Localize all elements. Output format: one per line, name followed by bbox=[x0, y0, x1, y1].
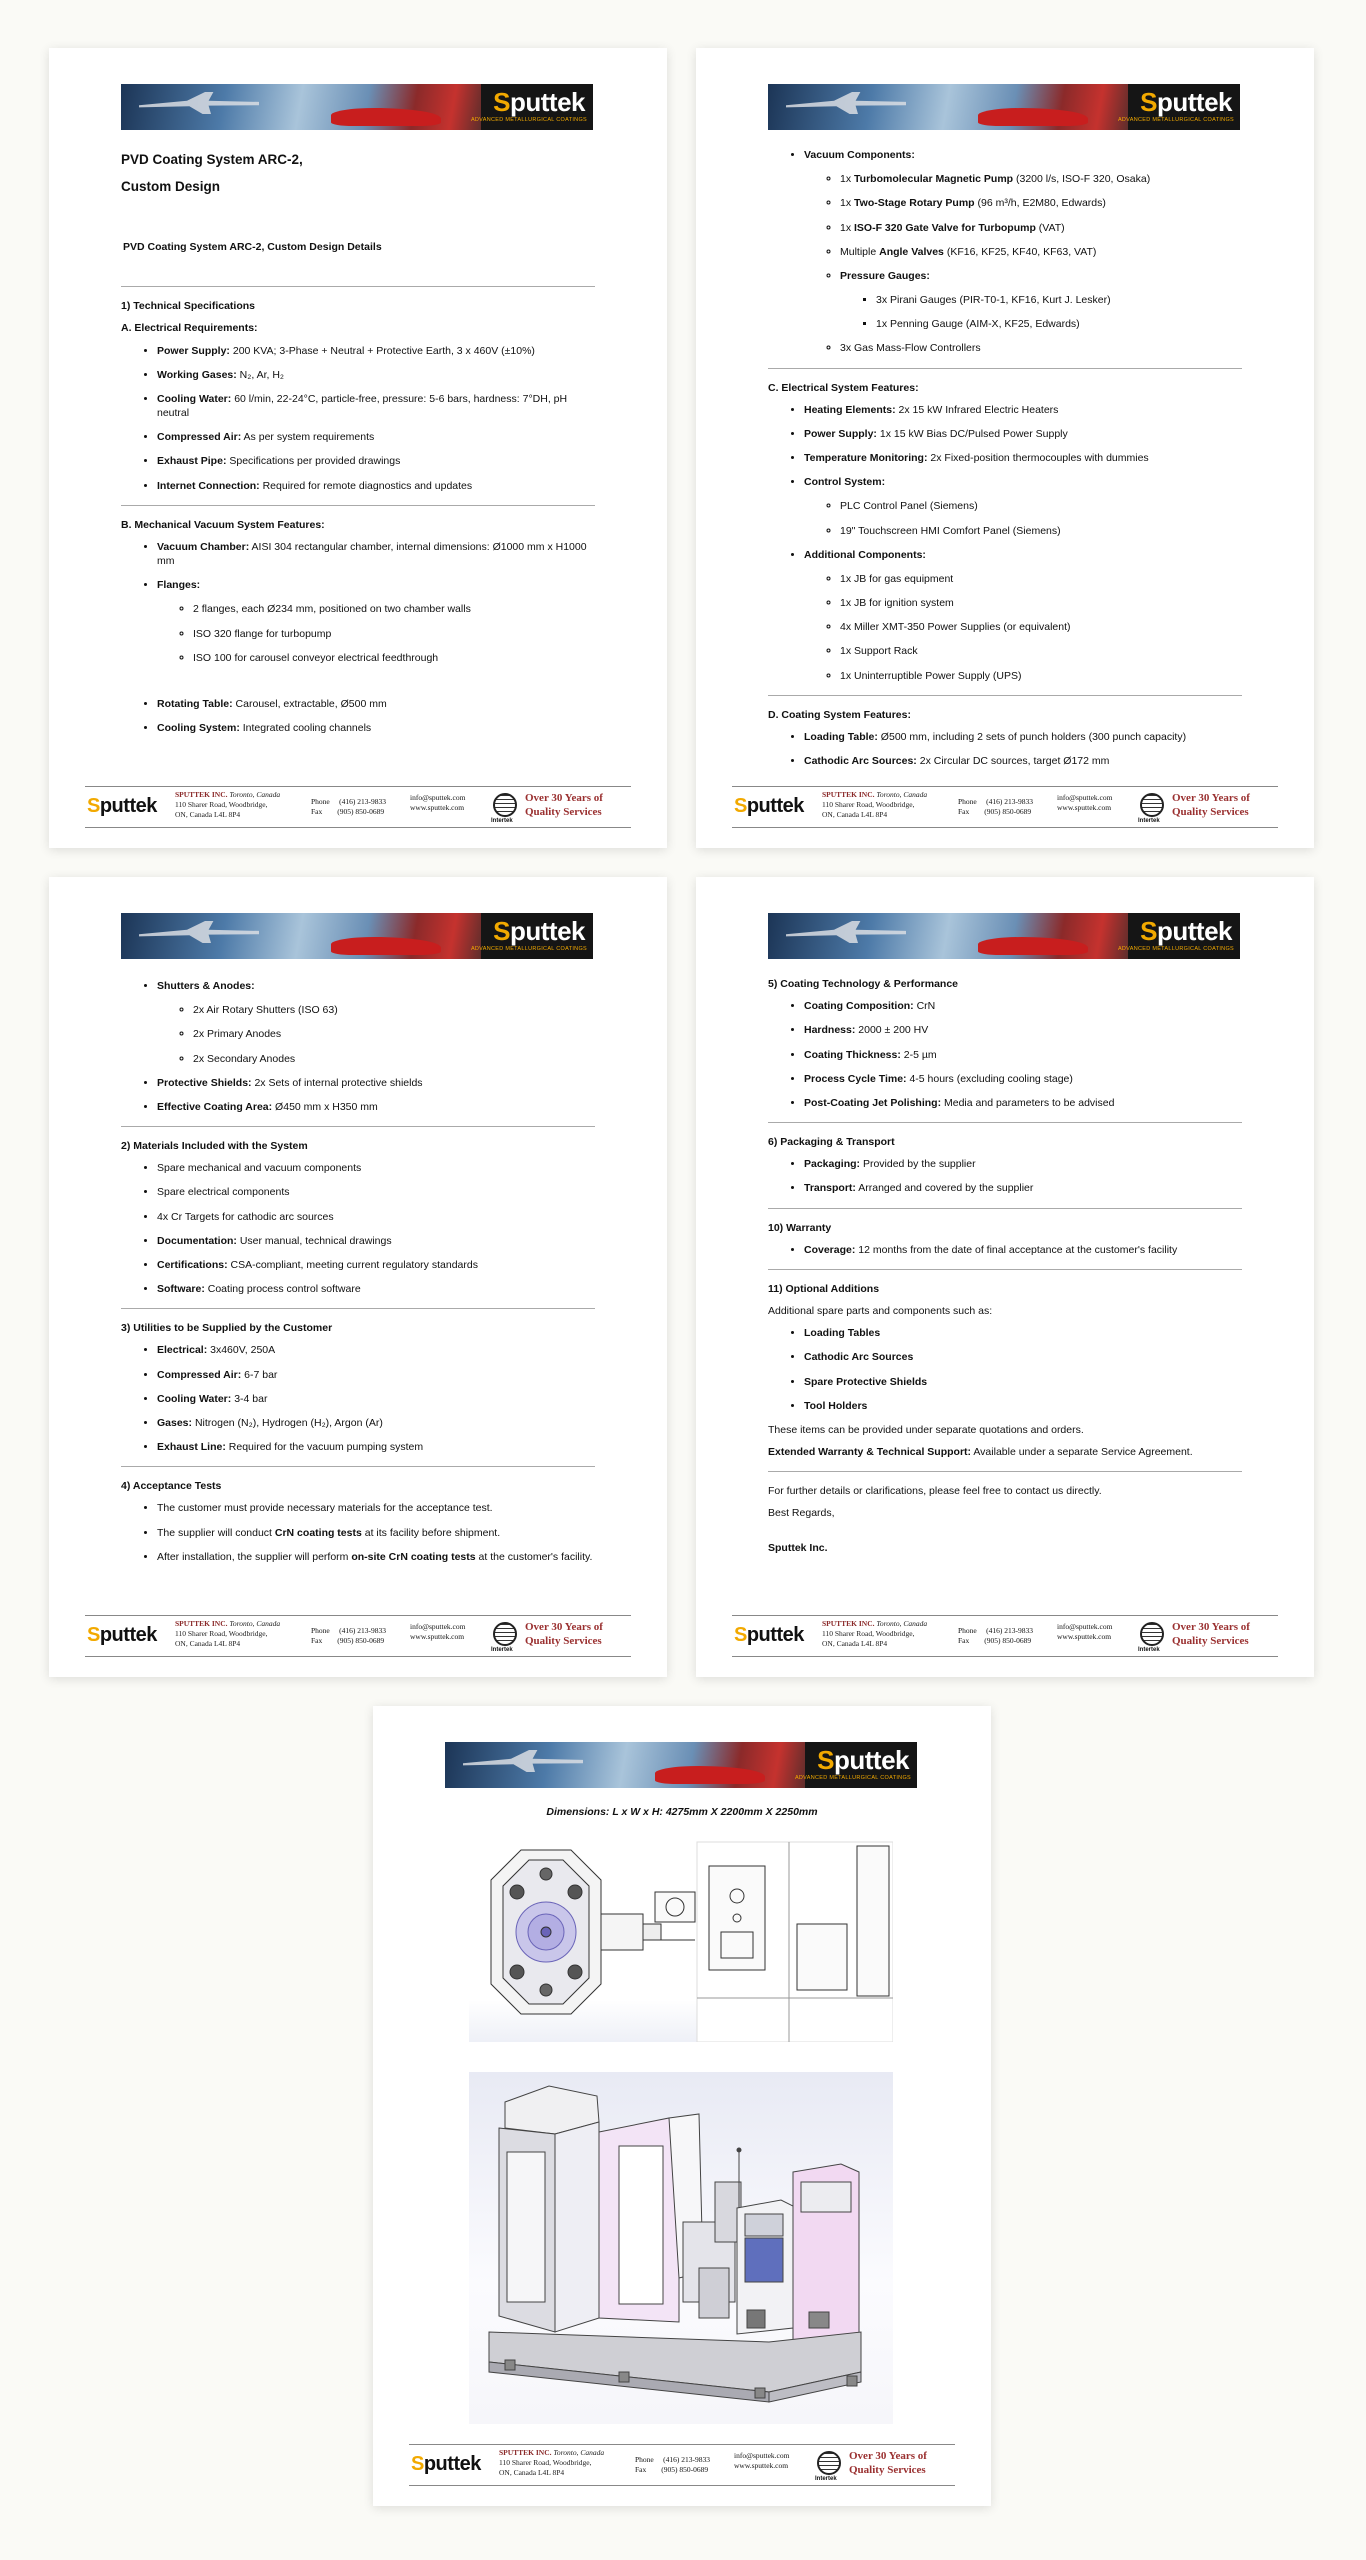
list-item: • The customer must provide necessary materials for the acceptance test. bbox=[157, 1501, 595, 1515]
header-banner bbox=[768, 913, 1240, 959]
sputtek-logo: Sputtek ADVANCED METALLURGICAL COATINGS bbox=[1128, 84, 1240, 130]
flanges-sublist bbox=[157, 602, 595, 665]
section-heading: 2) Materials Included with the System bbox=[121, 1140, 308, 1153]
document-page-4 bbox=[696, 877, 1314, 1677]
section-heading: 4) Acceptance Tests bbox=[121, 1480, 222, 1493]
list-item: • After installation, the supplier will perform on-site CrN coating tests at the customer's facility. bbox=[157, 1550, 595, 1564]
footer-contact[interactable]: info@sputtek.com www.sputtek.com bbox=[410, 1622, 466, 1641]
airplane-graphic bbox=[786, 92, 906, 114]
footer-tagline: Over 30 Years of Quality Services bbox=[849, 2450, 927, 2476]
document-title: PVD Coating System ARC-2, Custom Design bbox=[121, 152, 303, 194]
logo-letter: S bbox=[493, 87, 510, 117]
list-item: • Loading Table: Ø500 mm, including 2 sets of punch holders (300 punch capacity) bbox=[804, 730, 1242, 744]
logo-word: puttek bbox=[510, 87, 585, 117]
list-item: ◦ ISO 100 for carousel conveyor electrical feedthrough bbox=[193, 651, 595, 665]
paragraph: These items can be provided under separate quotations and orders. bbox=[768, 1423, 1084, 1436]
page-content bbox=[768, 977, 1242, 1563]
list-item: • Transport: Arranged and covered by the supplier bbox=[804, 1181, 1242, 1195]
intertek-mark: Intertek bbox=[491, 1647, 513, 1653]
page-footer bbox=[85, 786, 631, 828]
logo-tagline: ADVANCED METALLURGICAL COATINGS bbox=[470, 946, 587, 952]
section-heading: 11) Optional Additions bbox=[768, 1282, 880, 1295]
intertek-mark: Intertek bbox=[1138, 818, 1160, 824]
airplane-graphic bbox=[139, 92, 259, 114]
list-item: • Cooling Water: 3-4 bar bbox=[157, 1392, 595, 1406]
list-item: • Power Supply: 200 KVA; 3-Phase + Neutral + Protective Earth, 3 x 460V (±10%) bbox=[157, 344, 595, 358]
list-item: • 4x Cr Targets for cathodic arc sources bbox=[157, 1210, 595, 1224]
sputtek-logo: Sputtek ADVANCED METALLURGICAL COATINGS bbox=[805, 1742, 917, 1788]
globe-icon bbox=[817, 2451, 841, 2475]
footer-address: SPUTTEK INC. Toronto, Canada 110 Sharer Road, Woodbridge, ON, Canada L4L 8P4 bbox=[175, 790, 281, 819]
footer-logo: Sputtek bbox=[411, 2453, 481, 2475]
footer-contact[interactable]: info@sputtek.com www.sputtek.com bbox=[1057, 793, 1113, 812]
header-banner bbox=[445, 1742, 917, 1788]
list-item: ◦ 1x Turbomolecular Magnetic Pump (3200 l/s, ISO-F 320, Osaka) bbox=[840, 172, 1242, 186]
header-banner bbox=[768, 84, 1240, 130]
list-item: • Coating Composition: CrN bbox=[804, 999, 1242, 1013]
list-item: • Heating Elements: 2x 15 kW Infrared Electric Heaters bbox=[804, 403, 1242, 417]
isometric-view-drawing bbox=[469, 2072, 893, 2424]
paragraph: Additional spare parts and components such as: bbox=[768, 1305, 993, 1318]
globe-icon bbox=[1140, 1622, 1164, 1646]
subsection-heading: A. Electrical Requirements: bbox=[121, 322, 258, 335]
list-item: • Certifications: CSA-compliant, meeting current regulatory standards bbox=[157, 1258, 595, 1272]
footer-address: SPUTTEK INC. Toronto, Canada 110 Sharer Road, Woodbridge, ON, Canada L4L 8P4 bbox=[175, 1619, 281, 1648]
list-item: • Additional Components: ◦ 1x JB for gas equipment ◦ 1x JB for ignition system ◦ 4x Miller XMT-350 Power Supplies (or equivalent) ◦ 1x Support Rack ◦ 1x Uninterruptible Power Supply (UPS) bbox=[804, 548, 1242, 683]
footer-phone: Phone (416) 213-9833 Fax (905) 850-0689 bbox=[958, 1626, 1033, 1645]
airplane-graphic bbox=[463, 1750, 583, 1772]
intertek-mark: Intertek bbox=[1138, 1647, 1160, 1653]
footer-address: SPUTTEK INC. Toronto, Canada 110 Sharer Road, Woodbridge, ON, Canada L4L 8P4 bbox=[822, 1619, 928, 1648]
footer-address: SPUTTEK INC. Toronto, Canada 110 Sharer Road, Woodbridge, ON, Canada L4L 8P4 bbox=[499, 2448, 605, 2477]
subsection-heading: C. Electrical System Features: bbox=[768, 381, 919, 394]
top-view-drawing bbox=[469, 1832, 893, 2042]
list-item: • Compressed Air: 6-7 bar bbox=[157, 1368, 595, 1382]
sublist bbox=[804, 572, 1242, 683]
divider bbox=[121, 505, 595, 506]
logo-tagline: ADVANCED METALLURGICAL COATINGS bbox=[470, 117, 587, 123]
race-car-graphic bbox=[655, 1766, 765, 1784]
footer-contact[interactable]: info@sputtek.com www.sputtek.com bbox=[410, 793, 466, 812]
divider bbox=[121, 1308, 595, 1309]
isometric-view-svg bbox=[469, 2072, 893, 2424]
logo-tagline: ADVANCED METALLURGICAL COATINGS bbox=[1117, 117, 1234, 123]
divider bbox=[768, 695, 1242, 696]
list-item: • Vacuum Components: ◦ 1x Turbomolecular Magnetic Pump (3200 l/s, ISO-F 320, Osaka) ◦ 1x Two-Stage Rotary Pump (96 m³/h, E2M80, Edwards) ◦ 1x ISO-F 320 Gate Valve for Turbopump (VAT) ◦ Multiple Angle Valves (KF16, KF25, KF40, KF63, VAT) ◦ Pressure Gauges: ▪ 3x Pirani Gauges (PIR-T0-1, KF16, Kurt J. Lesker) ▪ 1x Penning Gauge (AIM-X, KF25, Edwards) ◦ 3x Gas Mass-Flow Controllers bbox=[804, 148, 1242, 356]
intertek-mark: Intertek bbox=[491, 818, 513, 824]
divider bbox=[121, 286, 595, 287]
footer-phone: Phone (416) 213-9833 Fax (905) 850-0689 bbox=[958, 797, 1033, 816]
list-item: • Cathodic Arc Sources: 2x Circular DC sources, target Ø172 mm bbox=[804, 754, 1242, 768]
footer-logo: Sputtek bbox=[87, 795, 157, 817]
coating-features-list bbox=[768, 730, 1242, 768]
list-item: ◦ 1x JB for ignition system bbox=[840, 596, 1242, 610]
document-page-5 bbox=[373, 1706, 991, 2506]
list-item: • Temperature Monitoring: 2x Fixed-position thermocouples with dummies bbox=[804, 451, 1242, 465]
section-heading: 1) Technical Specifications bbox=[121, 300, 256, 313]
divider bbox=[768, 1471, 1242, 1472]
list-item: • Shutters & Anodes: ◦ 2x Air Rotary Shutters (ISO 63) ◦ 2x Primary Anodes ◦ 2x Secondary Anodes bbox=[157, 979, 595, 1066]
list-item: • Exhaust Pipe: Specifications per provided drawings bbox=[157, 454, 595, 468]
list-item: • Working Gases: N₂, Ar, H₂ bbox=[157, 368, 595, 382]
packaging-list bbox=[768, 1157, 1242, 1195]
divider bbox=[121, 1466, 595, 1467]
race-car-graphic bbox=[978, 108, 1088, 126]
page-content bbox=[121, 979, 595, 1574]
logo-tagline: ADVANCED METALLURGICAL COATINGS bbox=[1117, 946, 1234, 952]
footer-phone: Phone (416) 213-9833 Fax (905) 850-0689 bbox=[311, 1626, 386, 1645]
page-content bbox=[768, 148, 1242, 778]
list-item: ◦ 19" Touchscreen HMI Comfort Panel (Siemens) bbox=[840, 524, 1242, 538]
list-item: • Spare Protective Shields bbox=[804, 1375, 1242, 1389]
list-item: • Documentation: User manual, technical drawings bbox=[157, 1234, 595, 1248]
list-item: ◦ 1x ISO-F 320 Gate Valve for Turbopump (VAT) bbox=[840, 221, 1242, 235]
race-car-graphic bbox=[978, 937, 1088, 955]
divider bbox=[768, 368, 1242, 369]
coating-features-list bbox=[121, 979, 595, 1114]
list-item: • Coverage: 12 months from the date of final acceptance at the customer's facility bbox=[804, 1243, 1242, 1257]
list-item: ◦ 1x Two-Stage Rotary Pump (96 m³/h, E2M80, Edwards) bbox=[840, 196, 1242, 210]
list-item: • Tool Holders bbox=[804, 1399, 1242, 1413]
list-item: ◦ 2x Primary Anodes bbox=[193, 1027, 595, 1041]
document-page-1 bbox=[49, 48, 667, 848]
divider bbox=[121, 1126, 595, 1127]
footer-phone: Phone (416) 213-9833 Fax (905) 850-0689 bbox=[311, 797, 386, 816]
acceptance-tests-list bbox=[121, 1501, 595, 1564]
section-heading: 5) Coating Technology & Performance bbox=[768, 978, 958, 990]
list-item: • Rotating Table: Carousel, extractable, Ø500 mm bbox=[157, 697, 595, 711]
list-item: • Exhaust Line: Required for the vacuum pumping system bbox=[157, 1440, 595, 1454]
materials-list bbox=[121, 1161, 595, 1296]
list-item: • Spare mechanical and vacuum components bbox=[157, 1161, 595, 1175]
list-item: • Packaging: Provided by the supplier bbox=[804, 1157, 1242, 1171]
list-item: • Software: Coating process control software bbox=[157, 1282, 595, 1296]
vacuum-components-list bbox=[768, 148, 1242, 356]
list-item: • Vacuum Chamber: AISI 304 rectangular chamber, internal dimensions: Ø1000 mm x H1000 mm bbox=[157, 540, 595, 568]
electrical-features-list bbox=[768, 403, 1242, 683]
section-heading: 3) Utilities to be Supplied by the Customer bbox=[121, 1322, 333, 1335]
signature: Sputtek Inc. bbox=[768, 1541, 828, 1554]
list-item: ◦ 1x Uninterruptible Power Supply (UPS) bbox=[840, 669, 1242, 683]
mechanical-features-list bbox=[121, 540, 595, 735]
coating-performance-list bbox=[768, 999, 1242, 1110]
list-item: ◦ PLC Control Panel (Siemens) bbox=[840, 499, 1242, 513]
list-item: ◦ 2x Secondary Anodes bbox=[193, 1052, 595, 1066]
list-item: • Process Cycle Time: 4-5 hours (excluding cooling stage) bbox=[804, 1072, 1242, 1086]
sputtek-logo: Sputtek ADVANCED METALLURGICAL COATINGS bbox=[1128, 913, 1240, 959]
footer-phone: Phone (416) 213-9833 Fax (905) 850-0689 bbox=[635, 2455, 710, 2474]
page-footer bbox=[732, 786, 1278, 828]
list-item: ◦ 1x Support Rack bbox=[840, 644, 1242, 658]
race-car-graphic bbox=[331, 108, 441, 126]
top-view-svg bbox=[469, 1832, 893, 2042]
page-content bbox=[121, 146, 595, 745]
list-item: • Cooling System: Integrated cooling channels bbox=[157, 721, 595, 735]
warranty-list bbox=[768, 1243, 1242, 1257]
list-item: • The supplier will conduct CrN coating tests at its facility before shipment. bbox=[157, 1526, 595, 1540]
section-heading: 6) Packaging & Transport bbox=[768, 1136, 895, 1149]
sublist bbox=[157, 1003, 595, 1066]
list-item: ◦ 2 flanges, each Ø234 mm, positioned on two chamber walls bbox=[193, 602, 595, 616]
list-item: ◦ Multiple Angle Valves (KF16, KF25, KF40, KF63, VAT) bbox=[840, 245, 1242, 259]
section-heading: 10) Warranty bbox=[768, 1221, 832, 1234]
page-footer bbox=[732, 1615, 1278, 1657]
footer-tagline: Over 30 Years of Quality Services bbox=[1172, 1621, 1250, 1647]
list-item: • Cooling Water: 60 l/min, 22-24°C, particle-free, pressure: 5-6 bars, hardness: 7°DH, pH neutral bbox=[157, 392, 595, 420]
sublist bbox=[804, 499, 1242, 537]
list-item: • Control System: ◦ PLC Control Panel (Siemens) ◦ 19" Touchscreen HMI Comfort Panel (Siemens) bbox=[804, 475, 1242, 538]
footer-tagline: Over 30 Years of Quality Services bbox=[1172, 792, 1250, 818]
divider bbox=[768, 1122, 1242, 1123]
list-item: • Gases: Nitrogen (N₂), Hydrogen (H₂), Argon (Ar) bbox=[157, 1416, 595, 1430]
page-footer bbox=[85, 1615, 631, 1657]
paragraph: For further details or clarifications, please feel free to contact us directly. bbox=[768, 1485, 1102, 1498]
paragraph: Best Regards, bbox=[768, 1507, 835, 1520]
list-item: • Hardness: 2000 ± 200 HV bbox=[804, 1023, 1242, 1037]
list-item: • Protective Shields: 2x Sets of internal protective shields bbox=[157, 1076, 595, 1090]
footer-contact[interactable]: info@sputtek.com www.sputtek.com bbox=[734, 2451, 790, 2470]
sublist bbox=[804, 172, 1242, 355]
list-item: ◦ 1x JB for gas equipment bbox=[840, 572, 1242, 586]
intertek-mark: Intertek bbox=[815, 2476, 837, 2482]
header-banner bbox=[121, 913, 593, 959]
list-item: ◦ Pressure Gauges: ▪ 3x Pirani Gauges (PIR-T0-1, KF16, Kurt J. Lesker) ▪ 1x Penning Gauge (AIM-X, KF25, Edwards) bbox=[840, 269, 1242, 332]
airplane-graphic bbox=[139, 921, 259, 943]
sputtek-logo bbox=[470, 84, 593, 130]
document-page-3 bbox=[49, 877, 667, 1677]
footer-contact[interactable]: info@sputtek.com www.sputtek.com bbox=[1057, 1622, 1113, 1641]
gauges-sublist bbox=[840, 293, 1242, 331]
divider bbox=[768, 1269, 1242, 1270]
race-car-graphic bbox=[331, 937, 441, 955]
globe-icon bbox=[493, 793, 517, 817]
list-item: ◦ ISO 320 flange for turbopump bbox=[193, 627, 595, 641]
list-item: • Internet Connection: Required for remote diagnostics and updates bbox=[157, 479, 595, 493]
subsection-heading: B. Mechanical Vacuum System Features: bbox=[121, 518, 325, 531]
list-item: • Spare electrical components bbox=[157, 1185, 595, 1199]
paragraph: Extended Warranty & Technical Support: Available under a separate Service Agreement. bbox=[768, 1446, 1193, 1459]
list-item: • Power Supply: 1x 15 kW Bias DC/Pulsed Power Supply bbox=[804, 427, 1242, 441]
list-item: ◦ 4x Miller XMT-350 Power Supplies (or equivalent) bbox=[840, 620, 1242, 634]
list-item: • Coating Thickness: 2-5 µm bbox=[804, 1048, 1242, 1062]
list-item: ▪ 3x Pirani Gauges (PIR-T0-1, KF16, Kurt J. Lesker) bbox=[876, 293, 1242, 307]
divider bbox=[768, 1208, 1242, 1209]
list-item: • Flanges: ◦ 2 flanges, each Ø234 mm, positioned on two chamber walls ◦ ISO 320 flange for turbopump ◦ ISO 100 for carousel conveyor electrical feedthrough bbox=[157, 578, 595, 687]
document-page-2 bbox=[696, 48, 1314, 848]
footer-address: SPUTTEK INC. Toronto, Canada 110 Sharer Road, Woodbridge, ON, Canada L4L 8P4 bbox=[822, 790, 928, 819]
footer-tagline: Over 30 Years of Quality Services bbox=[525, 792, 603, 818]
optional-additions-list bbox=[768, 1326, 1242, 1413]
list-item: • Post-Coating Jet Polishing: Media and parameters to be advised bbox=[804, 1096, 1242, 1110]
globe-icon bbox=[1140, 793, 1164, 817]
list-item: • Compressed Air: As per system requirements bbox=[157, 430, 595, 444]
page-footer bbox=[409, 2444, 955, 2486]
globe-icon bbox=[493, 1622, 517, 1646]
airplane-graphic bbox=[786, 921, 906, 943]
list-item: • Electrical: 3x460V, 250A bbox=[157, 1343, 595, 1357]
subsection-heading: D. Coating System Features: bbox=[768, 708, 911, 721]
list-item: ◦ 3x Gas Mass-Flow Controllers bbox=[840, 341, 1242, 355]
list-item: • Loading Tables bbox=[804, 1326, 1242, 1340]
list-item: • Cathodic Arc Sources bbox=[804, 1350, 1242, 1364]
utilities-list bbox=[121, 1343, 595, 1454]
dimensions-caption: Dimensions: L x W x H: 4275mm X 2200mm X 2250mm bbox=[546, 1806, 818, 1818]
list-item: • Effective Coating Area: Ø450 mm x H350 mm bbox=[157, 1100, 595, 1114]
footer-tagline: Over 30 Years of Quality Services bbox=[525, 1621, 603, 1647]
footer-logo: Sputtek bbox=[734, 795, 804, 817]
list-item: ▪ 1x Penning Gauge (AIM-X, KF25, Edwards) bbox=[876, 317, 1242, 331]
sputtek-logo: Sputtek ADVANCED METALLURGICAL COATINGS bbox=[481, 913, 593, 959]
footer-logo: Sputtek bbox=[734, 1624, 804, 1646]
list-item: ◦ 2x Air Rotary Shutters (ISO 63) bbox=[193, 1003, 595, 1017]
header-banner bbox=[121, 84, 593, 130]
electrical-requirements-list bbox=[121, 344, 595, 493]
footer-logo: Sputtek bbox=[87, 1624, 157, 1646]
logo-tagline: ADVANCED METALLURGICAL COATINGS bbox=[794, 1775, 911, 1781]
details-heading: PVD Coating System ARC-2, Custom Design Details bbox=[123, 241, 382, 253]
